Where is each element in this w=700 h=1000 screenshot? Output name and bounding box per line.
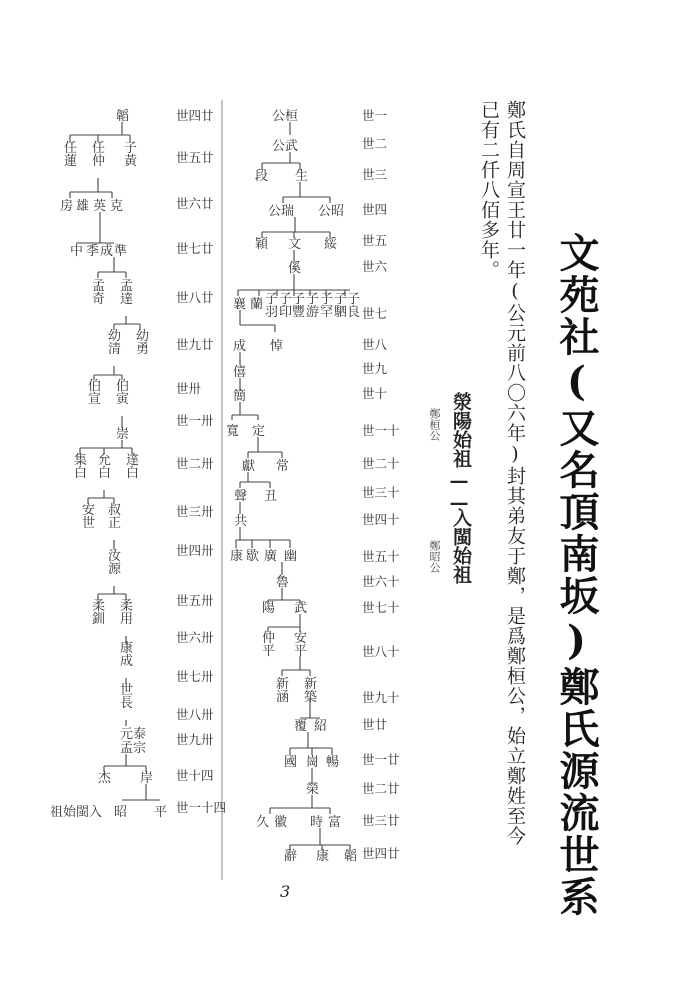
person-name: 富 — [328, 815, 342, 830]
generation-label: 世五卅 — [176, 593, 214, 608]
person-name: 集白 — [74, 453, 88, 481]
person-name: 任仲 — [92, 141, 106, 169]
right-family-tree — [226, 108, 360, 864]
person-name: 崗 — [306, 755, 320, 770]
person-name: 獻 — [242, 459, 256, 474]
person-name: 暢 — [326, 755, 340, 770]
generation-label: 世二廿 — [362, 781, 400, 796]
page-title: 文苑社(又名頂南坂)鄭氏源流世系 — [553, 232, 600, 918]
generation-label: 世五廿 — [176, 150, 214, 165]
founder-min-title: 入閩始祖 — [450, 508, 472, 584]
person-name: 克 — [110, 199, 124, 214]
person-name: 孟奇 — [92, 279, 106, 307]
person-name: 仲平 — [262, 631, 276, 659]
person-name: 久 — [256, 815, 270, 830]
person-name: 康 — [230, 549, 244, 564]
generation-label: 世三卅 — [176, 504, 214, 519]
person-name: 徽 — [274, 815, 288, 830]
generation-label: 世六卅 — [176, 630, 214, 645]
person-name: 任蓮 — [64, 141, 78, 169]
generation-label: 世五 — [362, 233, 388, 248]
person-name: 汝源 — [108, 549, 122, 577]
generation-label: 世七卅 — [176, 669, 214, 684]
founder-min-person: 鄭昭公 — [428, 540, 441, 573]
person-name: 蘭 — [250, 297, 264, 312]
person-name: 公瑞 — [268, 204, 295, 219]
person-name: 成 — [233, 339, 247, 354]
person-name: 房 — [60, 199, 74, 214]
generation-label: 世三十 — [362, 485, 400, 500]
person-name: 子良 — [347, 292, 361, 320]
person-name: 英 — [93, 199, 107, 214]
person-name: 孟宗 — [120, 741, 147, 756]
person-name: 成 — [100, 244, 114, 259]
person-name: 紹 — [314, 719, 328, 734]
person-name: 丑 — [264, 489, 278, 504]
person-name: 子豐 — [292, 292, 306, 320]
person-name: 孟達 — [120, 279, 134, 307]
person-name: 定 — [252, 424, 266, 439]
person-name: 伯寅 — [116, 379, 130, 407]
person-name: 子駟 — [334, 292, 348, 320]
generation-label: 世八十 — [362, 644, 400, 659]
generation-label: 世九卅 — [176, 732, 214, 747]
generation-label: 世一卅 — [176, 413, 214, 428]
person-name: 杰 — [98, 771, 112, 786]
person-name: 準 — [114, 244, 128, 259]
generation-label: 世九廿 — [176, 337, 214, 352]
person-name: 陽 — [262, 601, 276, 616]
generation-label: 世七 — [362, 306, 388, 321]
person-name: 中 — [70, 244, 84, 259]
person-name: 子游 — [306, 292, 320, 320]
person-name: 襄 — [233, 297, 247, 312]
left-generation-labels — [176, 108, 226, 815]
right-generation-labels — [362, 108, 400, 861]
founder-xingyang-person: 鄭桓公 — [428, 408, 441, 441]
person-name: 榮 — [306, 782, 320, 797]
person-name: 允白 — [98, 453, 112, 481]
person-name: 文 — [288, 237, 302, 252]
generation-label: 世四廿 — [362, 846, 400, 861]
generation-label: 世三 — [362, 167, 388, 182]
generation-label: 世二十 — [362, 456, 400, 471]
generation-label: 世一十四 — [176, 800, 227, 815]
person-name: 子罕 — [320, 292, 334, 320]
founder-xingyang-title: 滎陽始祖 — [450, 392, 472, 468]
person-name: 安平 — [294, 631, 308, 659]
person-name: 公昭 — [318, 204, 345, 219]
person-name: 平 — [154, 805, 168, 820]
person-name: 共 — [234, 514, 248, 529]
generation-label: 世八廿 — [176, 290, 214, 305]
person-name: 聲 — [234, 489, 248, 504]
generation-label: 世四十 — [362, 512, 400, 527]
person-name: 生 — [295, 169, 309, 184]
person-name: 崇 — [116, 427, 130, 442]
person-name: 穎 — [255, 237, 269, 252]
person-name: 段 — [255, 169, 269, 184]
person-name: 魯 — [276, 575, 290, 590]
person-name: 常 — [276, 459, 290, 474]
person-name: 幼清 — [108, 329, 122, 357]
generation-label: 世九十 — [362, 690, 400, 705]
person-name: 叔正 — [108, 503, 122, 531]
generation-label: 世二 — [362, 136, 388, 151]
generation-label: 世四卅 — [176, 543, 214, 558]
generation-label: 世卅 — [176, 381, 202, 396]
person-name: 國 — [284, 755, 298, 770]
person-name: 幼勇 — [136, 329, 150, 357]
person-name: 柔用 — [120, 599, 134, 627]
person-name: 武 — [294, 601, 308, 616]
generation-label: 世十 — [362, 386, 388, 401]
person-name: 辭 — [284, 849, 298, 864]
person-name: 岸 — [140, 771, 154, 786]
person-name: 柔釧 — [92, 599, 106, 627]
person-name: 伯宣 — [88, 379, 102, 407]
generation-label: 世六廿 — [176, 196, 214, 211]
generation-label: 世十四 — [176, 768, 214, 783]
person-name: 公武 — [272, 139, 299, 154]
person-name: 傒 — [288, 261, 302, 276]
person-name: 歇 — [246, 549, 260, 564]
generation-label: 世一 — [362, 108, 388, 123]
generation-label: 世五十 — [362, 549, 400, 564]
page-number: 3 — [280, 882, 291, 901]
person-name: 安世 — [82, 503, 96, 531]
generation-label: 世七十 — [362, 600, 400, 615]
generation-label: 世六 — [362, 259, 388, 274]
generation-label: 世八 — [362, 337, 388, 352]
person-name: 寬 — [226, 424, 240, 439]
person-name: 達白 — [126, 453, 140, 481]
person-name: 昭 — [114, 805, 128, 820]
person-name: 簡 — [233, 389, 247, 404]
person-name: 雄 — [76, 199, 90, 214]
person-name: 元泰 — [120, 727, 147, 742]
generation-label: 世七廿 — [176, 241, 214, 256]
person-name: 祖始閩入 — [50, 805, 103, 820]
person-name: 世長 — [120, 683, 134, 711]
person-name: 子羽 — [265, 292, 279, 320]
generation-label: 世一十 — [362, 423, 400, 438]
person-name: 廣 — [264, 549, 278, 564]
person-name: 康 — [316, 849, 330, 864]
person-name: 季 — [86, 244, 100, 259]
generation-label: 世二卅 — [176, 456, 214, 471]
person-name: 新涵 — [276, 677, 290, 705]
person-name: 幽 — [284, 549, 298, 564]
person-name: 子黃 — [124, 141, 138, 169]
generation-label: 世一廿 — [362, 752, 400, 767]
generation-label: 世九 — [362, 361, 388, 376]
generation-label: 世四廿 — [176, 108, 214, 123]
person-name: 韜 — [116, 109, 130, 124]
person-name: 時 — [310, 815, 324, 830]
founder-connector: —— — [448, 470, 470, 514]
person-name: 子印 — [279, 292, 293, 320]
generation-label: 世六十 — [362, 574, 400, 589]
generation-label: 世八卅 — [176, 707, 214, 722]
person-name: 悼 — [270, 339, 284, 354]
person-name: 覆 — [294, 719, 308, 734]
person-name: 公桓 — [272, 109, 299, 124]
left-family-tree — [50, 108, 167, 820]
intro-text: 鄭氏自周宣王廿一年(公元前八〇六年)封其弟友于鄭，是爲鄭桓公，始立鄭姓至今已有二仟八佰多年。 — [478, 100, 526, 846]
generation-label: 世三廿 — [362, 813, 400, 828]
person-name: 新築 — [304, 677, 318, 705]
generation-label: 世廿 — [362, 717, 388, 732]
person-name: 韜 — [344, 849, 358, 864]
generation-label: 世四 — [362, 202, 388, 217]
person-name: 僖 — [233, 365, 247, 380]
person-name: 綏 — [324, 237, 338, 252]
person-name: 康成 — [120, 641, 134, 669]
